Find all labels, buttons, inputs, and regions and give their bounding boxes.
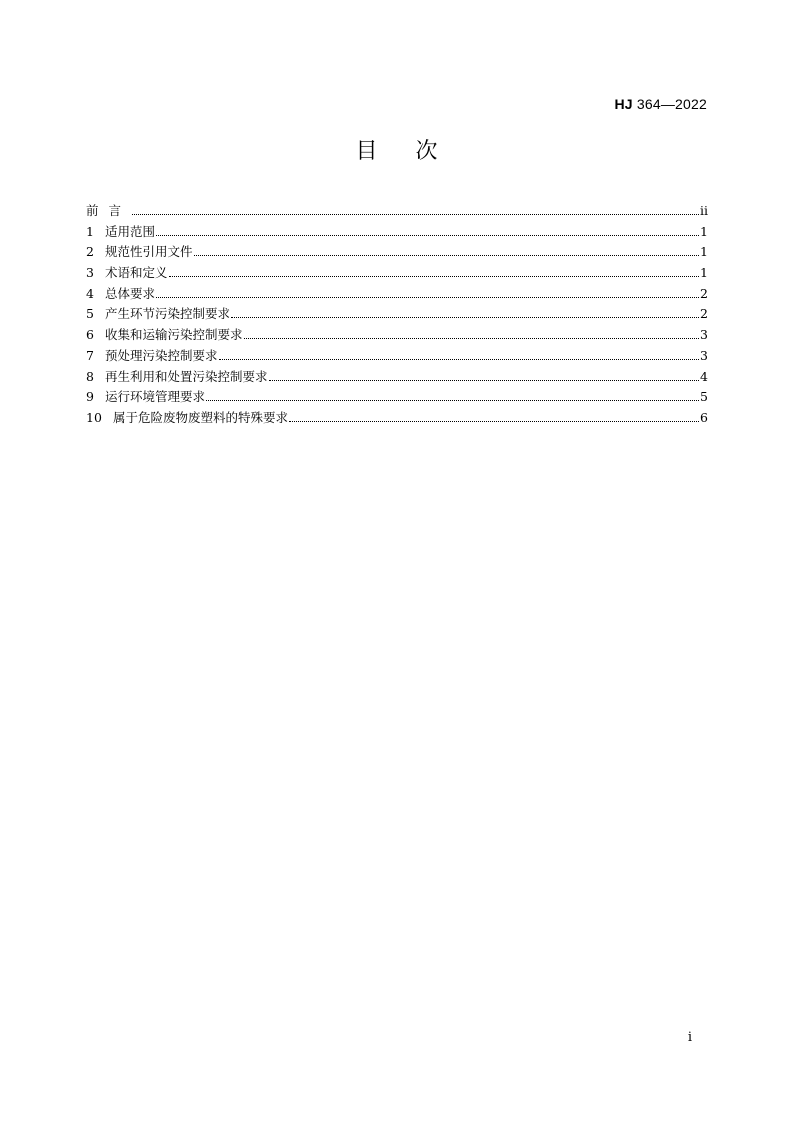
toc-entry-text: 运行环境管理要求	[105, 389, 206, 405]
dot-leader	[269, 379, 700, 381]
toc-entry-number: 9	[86, 389, 94, 405]
toc-entry-text: 前言	[86, 203, 132, 218]
toc-entry-9[interactable]	[86, 387, 708, 408]
toc-entry-number: 10	[86, 409, 102, 425]
toc-entry-number: 8	[86, 368, 94, 384]
dot-leader	[156, 296, 699, 298]
toc-entry-page: 1	[700, 265, 708, 281]
toc-entry-10[interactable]	[86, 408, 708, 429]
toc-entry-page: 2	[700, 306, 708, 322]
toc-entry-number: 4	[86, 285, 94, 301]
toc-entry-number: 2	[86, 244, 94, 260]
toc-entry-text: 预处理污染控制要求	[105, 347, 218, 363]
toc-entry-text: 适用范围	[105, 223, 156, 239]
toc-entry-3[interactable]	[86, 263, 708, 284]
toc-entry-page: 3	[700, 347, 708, 363]
toc-entry-page: 3	[700, 327, 708, 343]
toc-entry-text: 收集和运输污染控制要求	[105, 327, 243, 343]
toc-entry-number: 1	[86, 223, 94, 239]
document-code-number: 364—2022	[632, 96, 707, 112]
toc-entry-text: 规范性引用文件	[105, 244, 193, 260]
toc-entry-2[interactable]	[86, 242, 708, 263]
toc-entry-text: 术语和定义	[105, 265, 168, 281]
toc-entry-page: 5	[700, 389, 708, 405]
document-code	[615, 96, 708, 112]
toc-entry-5[interactable]	[86, 304, 708, 325]
document-code-prefix: HJ	[614, 96, 633, 112]
toc-entry-8[interactable]	[86, 367, 708, 388]
toc-entry-6[interactable]	[86, 325, 708, 346]
toc-entry-preface[interactable]	[86, 201, 708, 222]
toc-entry-number: 7	[86, 347, 94, 363]
table-of-contents	[86, 201, 708, 429]
toc-entry-page: 1	[700, 244, 708, 260]
toc-entry-page: 2	[700, 285, 708, 301]
toc-entry-text: 属于危险废物废塑料的特殊要求	[113, 409, 289, 425]
toc-entry-text: 总体要求	[105, 285, 156, 301]
toc-entry-number: 3	[86, 265, 94, 281]
dot-leader	[289, 420, 699, 422]
toc-entry-7[interactable]	[86, 346, 708, 367]
toc-entry-number: 6	[86, 327, 94, 343]
toc-entry-page: ii	[700, 203, 708, 218]
dot-leader	[132, 213, 699, 215]
toc-entry-page: 4	[700, 368, 708, 384]
toc-entry-page: 6	[700, 409, 708, 425]
dot-leader	[219, 358, 700, 360]
page-number: i	[687, 1030, 692, 1045]
toc-entry-number: 5	[86, 306, 94, 322]
toc-entry-4[interactable]	[86, 284, 708, 305]
toc-entry-page: 1	[700, 223, 708, 239]
toc-entry-text: 产生环节污染控制要求	[105, 306, 231, 322]
dot-leader	[244, 337, 700, 339]
dot-leader	[206, 399, 699, 401]
dot-leader	[194, 254, 700, 256]
toc-title: 目次	[355, 139, 476, 164]
dot-leader	[156, 234, 699, 236]
dot-leader	[169, 275, 700, 277]
toc-entry-1[interactable]	[86, 222, 708, 243]
toc-entry-text: 再生利用和处置污染控制要求	[105, 368, 268, 384]
dot-leader	[231, 316, 699, 318]
